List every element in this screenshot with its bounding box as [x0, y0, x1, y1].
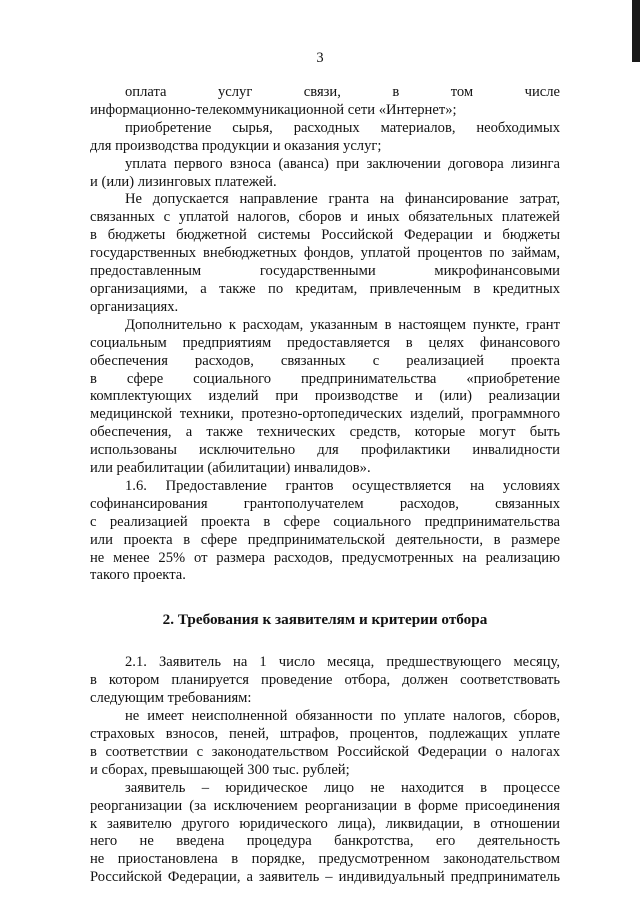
text-line: обеспечения, а также технических средств, которые могут быть: [90, 424, 560, 441]
text-line: в сфере социального предпринимательства «приобретение: [90, 370, 560, 387]
page-number: 3: [316, 50, 324, 66]
text-line: медицинской техники, протезно-ортопедических изделий, программного: [90, 406, 560, 423]
text-line: реорганизации (за исключением реорганизации в форме присоединения: [90, 797, 560, 814]
text-line: для производства продукции и оказания услуг;: [90, 137, 382, 154]
text-line: не менее 25% от размера расходов, предусмотренных на реализацию: [90, 549, 560, 566]
text-line: или реабилитации (абилитации) инвалидов».: [90, 460, 371, 477]
text-line: с реализацией проекта в сфере социального предпринимательства: [90, 513, 560, 530]
text-line: такого проекта.: [90, 567, 186, 584]
paragraph-raw-materials: [90, 120, 560, 156]
document-body: [90, 84, 560, 887]
paragraph-leasing: [90, 156, 560, 192]
text-line: не имеет неисполненной обязанности по уплате налогов, сборов,: [125, 708, 560, 725]
text-line: и (или) лизинговых платежей.: [90, 173, 277, 190]
text-line: приобретение сырья, расходных материалов, необходимых: [125, 119, 560, 136]
paragraph-2-1-requirements: [90, 654, 560, 708]
text-line: организациях.: [90, 298, 179, 315]
text-line: к заявителю другого юридического лица), ликвидации, в отношении: [90, 815, 560, 832]
text-line: Российской Федерации, а заявитель – индивидуальный предприниматель: [90, 869, 560, 886]
text-line: или проекта в сфере предпринимательской деятельности, в размере: [90, 531, 560, 548]
text-line: 2.1. Заявитель на 1 число месяца, предшествующего месяцу,: [125, 654, 560, 671]
paragraph-1-6-cofinancing: [90, 478, 560, 585]
text-line: Дополнительно к расходам, указанным в настоящем пункте, грант: [125, 316, 560, 333]
text-line: и сборах, превышающей 300 тыс. рублей;: [90, 761, 350, 778]
paragraph-communication-costs: [90, 84, 560, 120]
text-line: не приостановлена в порядке, предусмотренном законодательством: [90, 851, 560, 868]
text-line: обеспечения расходов, связанных с реализацией проекта: [90, 352, 560, 369]
text-line: предоставленным государственными микрофинансовыми: [90, 263, 560, 280]
text-line: в бюджеты бюджетной системы Российской Федерации и бюджеты: [90, 227, 560, 244]
text-line: социальным предприятиям предоставляется в целях финансового: [90, 334, 560, 351]
paragraph-additional-costs: [90, 317, 560, 478]
text-line: 1.6. Предоставление грантов осуществляется на условиях: [125, 477, 560, 494]
text-line: софинансирования грантополучателем расходов, связанных: [90, 495, 560, 512]
text-line: него не введена процедура банкротства, его деятельность: [90, 833, 560, 850]
section-heading: 2. Требования к заявителям и критерии отбора: [162, 611, 488, 629]
text-line: связанных с уплатой налогов, сборов и иных обязательных платежей: [90, 209, 560, 226]
text-line: организациями, а также по кредитам, привлеченным в кредитных: [90, 280, 560, 297]
text-line: заявитель – юридическое лицо не находится в процессе: [125, 779, 560, 796]
text-line: уплата первого взноса (аванса) при заключении договора лизинга: [125, 155, 560, 172]
text-line: комплектующих изделий при производстве и (или) реализации: [90, 388, 560, 405]
text-line: следующим требованиям:: [90, 690, 252, 707]
text-line: оплата услуг связи, в том числе: [125, 84, 560, 100]
paragraph-tax-debt: [90, 708, 560, 780]
text-line: использованы исключительно для профилактики инвалидности: [90, 442, 560, 459]
text-line: государственных внебюджетных фондов, уплатой процентов по займам,: [90, 245, 560, 262]
text-line: в котором планируется проведение отбора, должен соответствовать: [90, 672, 560, 689]
text-line: в соответствии с законодательством Российской Федерации о налогах: [90, 743, 560, 760]
text-line: информационно-телекоммуникационной сети «Интернет»;: [90, 101, 457, 118]
paragraph-prohibited-costs: [90, 191, 560, 316]
text-line: страховых взносов, пеней, штрафов, процентов, подлежащих уплате: [90, 726, 560, 742]
text-line: Не допускается направление гранта на финансирование затрат,: [125, 191, 560, 208]
paragraph-reorganization: [90, 780, 560, 887]
